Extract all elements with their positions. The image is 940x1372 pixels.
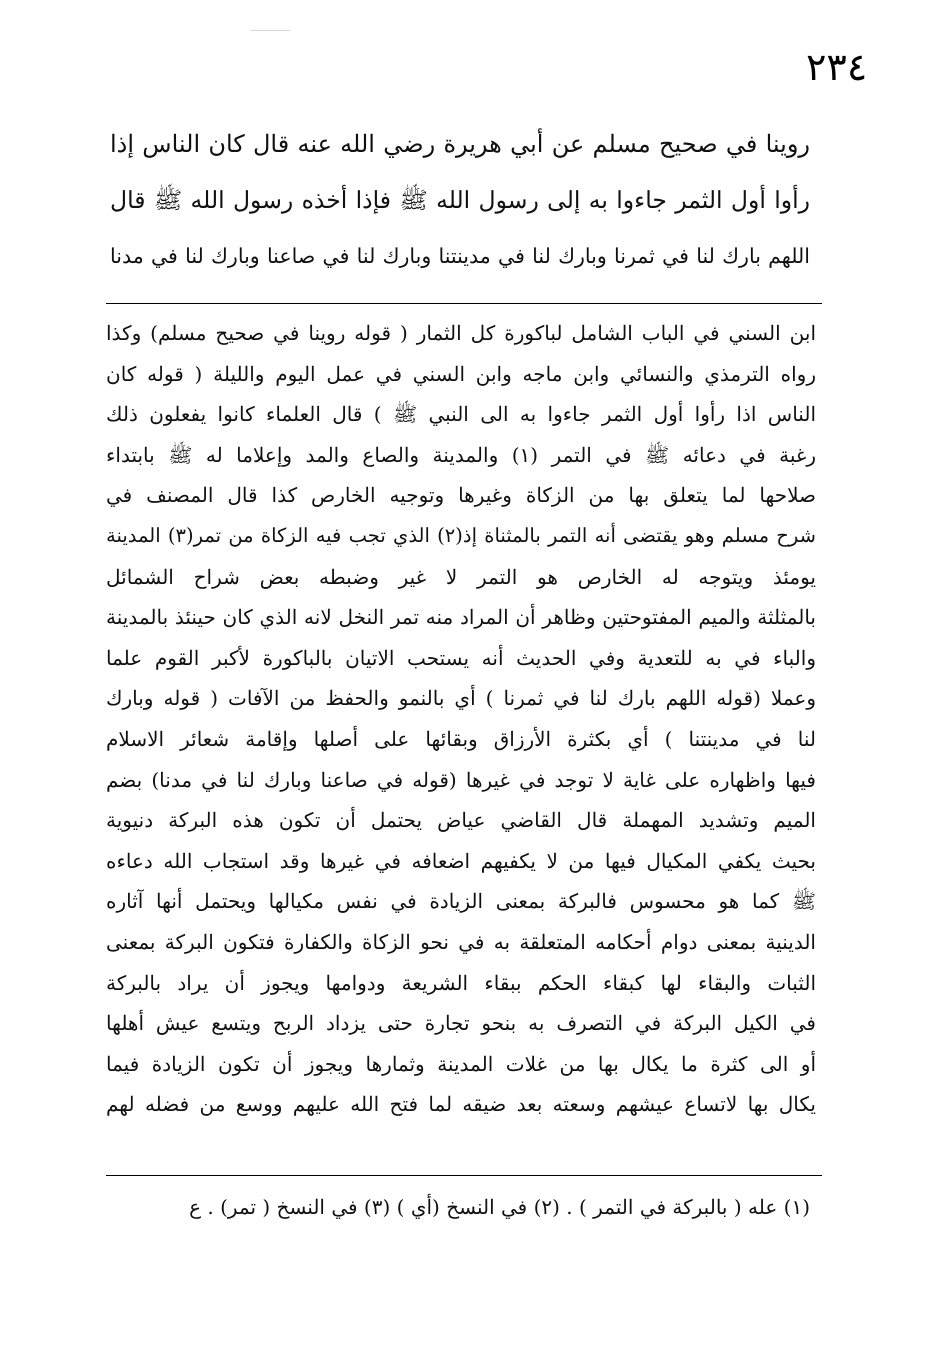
commentary-line: ابن السني في الباب الشامل لباكورة كل الثمار ( قوله روينا في صحيح مسلم) وكذا: [106, 321, 816, 345]
hadith-line: روينا في صحيح مسلم عن أبي هريرة رضي الله عنه قال كان الناس إذا: [110, 130, 810, 158]
scan-speck: [250, 30, 290, 31]
commentary-line: لنا في مدينتنا ) أي بكثرة الأرزاق وبقائها على أصلها وإقامة شعائر الاسلام: [106, 726, 816, 751]
commentary-line: بحيث يكفي المكيال فيها من لا يكفيهم اضعافه في غيرها وقد استجاب الله دعاءه: [106, 848, 816, 873]
commentary-line: فيها واظهاره على غاية لا توجد في غيرها (قوله في صاعنا وبارك لنا في مدنا) بضم: [106, 767, 816, 792]
hadith-line: رأوا أول الثمر جاءوا به إلى رسول الله ﷺ فإذا أخذه رسول الله ﷺ قال: [110, 186, 810, 214]
commentary-line: في الكيل البركة في التصرف به بنحو تجارة حتى يزداد الربح ويتسع عيش أهلها: [106, 1011, 816, 1036]
commentary-line: الدينية بمعنى دوام أحكامه المتعلقة به في نحو الزكاة والكفارة فتكون البركة بمعنى: [106, 929, 816, 954]
hadith-line: اللهم بارك لنا في ثمرنا وبارك لنا في مدينتنا وبارك لنا في صاعنا وبارك لنا في مدنا: [110, 244, 810, 268]
commentary-line: شرح مسلم وهو يقتضى أنه التمر بالمثناة إذ(٢) الذي تجب فيه الزكاة من تمر(٣) المدينة: [106, 523, 816, 547]
commentary-line: بالمثلثة والميم المفتوحتين وظاهر أن المراد منه تمر النخل لانه الذي كان حينئذ بالمدينة: [106, 605, 816, 630]
commentary-line: أو الى كثرة ما يكال بها من غلات المدينة وثمارها ويجوز أن تكون الزيادة فيما: [106, 1051, 816, 1076]
commentary-line: الميم وتشديد المهملة قال القاضي عياض يحتمل أن تكون هذه البركة دنيوية: [106, 808, 816, 833]
commentary-line: يومئذ ويتوجه له الخارص هو التمر لا غير وضبطه بعض شراح الشمائل: [106, 564, 816, 589]
commentary-line: صلاحها لما يتعلق بها من الزكاة وغيرها وتوجيه الخارص كذا قال المصنف في: [106, 483, 816, 508]
commentary-text: [106, 313, 816, 1125]
commentary-line: رواه الترمذي والنسائي وابن ماجه وابن السني في عمل اليوم والليلة ( قوله كان: [106, 361, 816, 386]
footnote: (١) عله ( بالبركة في التمر ) . (٢) في النسخ (أي ) (٣) في النسخ ( تمر) . ع: [189, 1195, 810, 1219]
commentary-line: يكال بها لاتساع عيشهم وسعته بعد ضيقه لما فتح الله عليهم ووسع من فضله لهم: [106, 1092, 816, 1117]
hadith-text: [110, 116, 810, 284]
commentary-line: والباء في به للتعدية وفي الحديث أنه يستحب الاتيان بالباكورة لأكبر القوم علما: [106, 645, 816, 670]
commentary-line: الناس اذا رأوا أول الثمر جاءوا به الى النبي ﷺ ) قال العلماء كانوا يفعلون ذلك: [106, 402, 816, 427]
page-number: ٢٣٤: [806, 45, 868, 89]
top-divider: [106, 303, 822, 304]
commentary-line: الثبات والبقاء لها كبقاء الحكم ببقاء الشريعة ودوامها ويجوز أن يراد بالبركة: [106, 970, 816, 995]
commentary-line: وعملا (قوله اللهم بارك لنا في ثمرنا ) أي بالنمو والحفظ من الآفات ( قوله وبارك: [106, 686, 816, 711]
commentary-line: ﷺ كما هو محسوس فالبركة بمعنى الزيادة في نفس مكيالها ويحتمل أنها آثاره: [106, 889, 816, 914]
footnote-divider: [106, 1175, 822, 1176]
commentary-line: رغبة في دعائه ﷺ في التمر (١) والمدينة والصاع والمد وإعلاما له ﷺ بابتداء: [106, 442, 816, 467]
